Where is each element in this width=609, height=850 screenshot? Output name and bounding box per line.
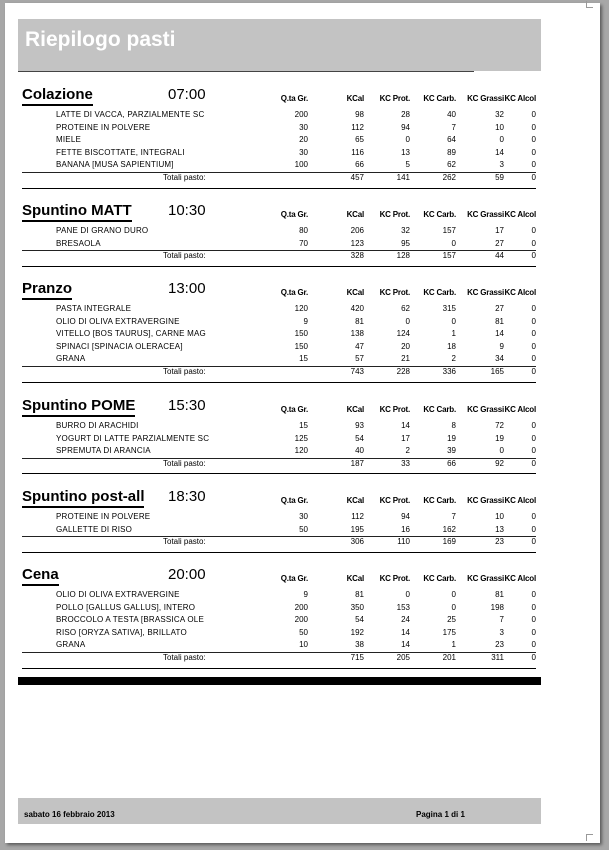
food-value: 0 — [531, 602, 536, 612]
totals-value: 141 — [396, 172, 410, 182]
totals-row — [18, 652, 541, 665]
food-value: 0 — [531, 329, 536, 339]
column-header: KC Prot. — [379, 210, 410, 219]
food-name: PASTA INTEGRALE — [56, 304, 132, 313]
column-header: Q.ta Gr. — [280, 288, 308, 297]
food-name: GRANA — [56, 354, 86, 364]
food-value: 0 — [531, 627, 536, 637]
food-value: 0 — [451, 238, 456, 248]
meal-items — [18, 589, 541, 665]
column-header: Q.ta Gr. — [280, 94, 308, 103]
column-header: KCal — [346, 574, 364, 583]
totals-value: 201 — [442, 652, 456, 662]
column-header: KC Grassi — [467, 210, 504, 219]
totals-value: 23 — [495, 537, 504, 547]
meal-time: 07:00 — [168, 86, 206, 103]
totals-row — [18, 458, 541, 471]
food-value: 9 — [499, 341, 504, 351]
totals-value: 59 — [495, 172, 504, 182]
food-row — [18, 602, 541, 615]
meal-items — [18, 511, 541, 549]
food-row — [18, 341, 541, 354]
food-row — [18, 328, 541, 341]
totals-value: 262 — [442, 172, 456, 182]
column-header: KC Carb. — [423, 405, 456, 414]
food-value: 7 — [499, 615, 504, 625]
food-value: 0 — [531, 615, 536, 625]
meal-end-rule — [22, 552, 536, 553]
food-value: 2 — [405, 446, 410, 456]
meal-header — [18, 396, 541, 416]
food-value: 120 — [294, 446, 308, 456]
food-value: 70 — [299, 238, 308, 248]
food-value: 19 — [447, 433, 456, 443]
food-name: YOGURT DI LATTE PARZIALMENTE SC — [56, 433, 210, 443]
food-value: 153 — [396, 602, 410, 612]
food-value: 157 — [442, 226, 456, 235]
food-value: 13 — [401, 147, 410, 157]
food-row — [18, 420, 541, 433]
meal-items — [18, 420, 541, 470]
column-header: Q.ta Gr. — [280, 210, 308, 219]
food-value: 0 — [451, 602, 456, 612]
food-value: 112 — [351, 512, 364, 521]
food-value: 15 — [299, 421, 308, 430]
food-value: 2 — [451, 354, 456, 364]
totals-label: Totali pasto: — [163, 366, 206, 376]
totals-value: 33 — [401, 458, 410, 468]
food-row — [18, 122, 541, 135]
food-value: 40 — [447, 110, 456, 119]
meal-time: 20:00 — [168, 566, 206, 583]
meal-section — [18, 487, 541, 549]
food-value: 5 — [405, 160, 410, 170]
column-header: KC Carb. — [423, 574, 456, 583]
food-name: BROCCOLO A TESTA [BRASSICA OLE — [56, 615, 204, 625]
meal-section — [18, 396, 541, 470]
column-header: KC Alcol — [504, 574, 536, 583]
food-name: LATTE DI VACCA, PARZIALMENTE SC — [56, 110, 205, 119]
food-value: 0 — [451, 590, 456, 599]
column-header: KC Prot. — [379, 94, 410, 103]
totals-value: 0 — [531, 172, 536, 182]
column-header: KC Carb. — [423, 94, 456, 103]
food-value: 14 — [401, 421, 410, 430]
food-value: 3 — [499, 160, 504, 170]
totals-row — [18, 536, 541, 549]
meal-end-rule — [22, 382, 536, 383]
food-value: 0 — [531, 640, 536, 650]
totals-value: 0 — [531, 458, 536, 468]
meal-end-rule — [22, 473, 536, 474]
totals-value: 165 — [490, 366, 504, 376]
food-value: 200 — [294, 110, 308, 119]
food-name: SPINACI [SPINACIA OLERACEA] — [56, 341, 183, 351]
meal-name: Pranzo — [22, 281, 72, 300]
footer-page-number: Pagina 1 di 1 — [416, 810, 465, 819]
food-value: 175 — [442, 627, 456, 637]
food-value: 14 — [401, 640, 410, 650]
totals-row — [18, 172, 541, 185]
food-value: 120 — [294, 304, 308, 313]
food-value: 8 — [451, 421, 456, 430]
totals-value: 157 — [442, 251, 456, 261]
food-value: 57 — [355, 354, 364, 364]
food-name: BANANA [MUSA SAPIENTIUM] — [56, 160, 174, 170]
food-name: BRESAOLA — [56, 238, 101, 248]
food-value: 0 — [531, 341, 536, 351]
totals-value: 0 — [531, 251, 536, 261]
food-value: 112 — [351, 122, 364, 132]
food-value: 10 — [495, 122, 504, 132]
food-value: 0 — [531, 590, 536, 599]
meal-section — [18, 85, 541, 185]
food-value: 30 — [299, 147, 308, 157]
food-value: 195 — [350, 524, 364, 534]
food-value: 28 — [401, 110, 410, 119]
food-value: 21 — [401, 354, 410, 364]
totals-value: 128 — [396, 251, 410, 261]
food-value: 0 — [531, 238, 536, 248]
food-row — [18, 445, 541, 458]
column-header: KC Carb. — [423, 496, 456, 505]
food-row — [18, 614, 541, 627]
totals-value: 306 — [350, 537, 364, 547]
food-value: 80 — [299, 226, 308, 235]
food-row — [18, 147, 541, 160]
food-value: 0 — [531, 421, 536, 430]
column-header: KC Grassi — [467, 288, 504, 297]
totals-value: 44 — [495, 251, 504, 261]
column-header: KC Alcol — [504, 210, 536, 219]
food-value: 315 — [442, 304, 456, 313]
food-name: SPREMUTA DI ARANCIA — [56, 446, 151, 456]
column-header: Q.ta Gr. — [280, 496, 308, 505]
meal-name: Spuntino MATT — [22, 203, 132, 222]
meal-header — [18, 85, 541, 105]
column-header: KC Alcol — [504, 496, 536, 505]
food-value: 0 — [405, 590, 410, 599]
food-value: 47 — [355, 341, 364, 351]
food-value: 125 — [294, 433, 308, 443]
food-value: 38 — [355, 640, 364, 650]
report-header — [18, 19, 541, 71]
food-name: RISO [ORYZA SATIVA], BRILLATO — [56, 627, 187, 637]
food-value: 124 — [396, 329, 410, 339]
food-value: 0 — [531, 433, 536, 443]
meal-section — [18, 201, 541, 263]
food-value: 23 — [495, 640, 504, 650]
food-value: 81 — [495, 590, 504, 599]
food-value: 65 — [355, 135, 364, 145]
food-value: 81 — [355, 590, 364, 599]
food-value: 54 — [355, 615, 364, 625]
food-name: PROTEINE IN POLVERE — [56, 122, 151, 132]
food-value: 198 — [490, 602, 504, 612]
totals-value: 311 — [491, 652, 504, 662]
food-value: 14 — [401, 627, 410, 637]
totals-value: 328 — [350, 251, 364, 261]
food-value: 0 — [531, 147, 536, 157]
column-header: KC Alcol — [504, 405, 536, 414]
meal-name: Colazione — [22, 87, 93, 106]
food-name: FETTE BISCOTTATE, INTEGRALI — [56, 147, 185, 157]
food-value: 10 — [495, 512, 504, 521]
column-header: KC Grassi — [467, 94, 504, 103]
food-value: 89 — [447, 147, 456, 157]
food-value: 17 — [495, 226, 504, 235]
totals-value: 228 — [396, 366, 410, 376]
column-header: KCal — [346, 94, 364, 103]
column-header: KC Prot. — [379, 288, 410, 297]
food-value: 66 — [355, 160, 364, 170]
totals-label: Totali pasto: — [163, 172, 206, 182]
food-value: 200 — [294, 602, 308, 612]
food-value: 206 — [350, 226, 364, 235]
food-value: 0 — [531, 226, 536, 235]
meal-time: 15:30 — [168, 397, 206, 414]
meal-header — [18, 201, 541, 221]
food-name: GRANA — [56, 640, 86, 650]
meal-time: 18:30 — [168, 488, 206, 505]
food-name: VITELLO [BOS TAURUS], CARNE MAG — [56, 329, 206, 339]
food-value: 123 — [350, 238, 364, 248]
food-name: PANE DI GRANO DURO — [56, 226, 149, 235]
meal-name: Spuntino post-all — [22, 489, 144, 508]
food-value: 64 — [447, 135, 456, 145]
page-corner-mark-bottom — [586, 834, 593, 841]
totals-value: 743 — [350, 366, 364, 376]
report-title: Riepilogo pasti — [25, 28, 176, 51]
food-value: 98 — [355, 110, 364, 119]
footer-date: sabato 16 febbraio 2013 — [24, 810, 115, 819]
meal-items — [18, 225, 541, 263]
food-name: MIELE — [56, 135, 82, 145]
food-value: 27 — [495, 304, 504, 313]
food-row — [18, 238, 541, 251]
food-value: 13 — [495, 524, 504, 534]
page-corner-mark-top — [586, 1, 593, 8]
food-value: 81 — [355, 316, 364, 326]
totals-value: 0 — [531, 537, 536, 547]
food-name: OLIO DI OLIVA EXTRAVERGINE — [56, 590, 180, 599]
food-value: 62 — [447, 160, 456, 170]
food-value: 0 — [531, 524, 536, 534]
food-value: 72 — [495, 421, 504, 430]
column-header: KCal — [346, 496, 364, 505]
food-value: 19 — [495, 433, 504, 443]
totals-label: Totali pasto: — [163, 458, 206, 468]
meal-header — [18, 279, 541, 299]
food-row — [18, 589, 541, 602]
food-value: 30 — [299, 122, 308, 132]
column-header: KC Grassi — [467, 574, 504, 583]
totals-value: 169 — [442, 537, 456, 547]
totals-value: 0 — [531, 366, 536, 376]
meal-section — [18, 565, 541, 665]
food-value: 1 — [451, 329, 456, 339]
food-value: 150 — [294, 341, 308, 351]
totals-value: 92 — [495, 458, 504, 468]
totals-value: 457 — [350, 172, 364, 182]
meal-items — [18, 303, 541, 379]
food-name: PROTEINE IN POLVERE — [56, 512, 151, 521]
food-value: 32 — [401, 226, 410, 235]
food-name: POLLO [GALLUS GALLUS], INTERO — [56, 602, 196, 612]
food-row — [18, 159, 541, 172]
food-value: 138 — [350, 329, 364, 339]
meal-name: Cena — [22, 567, 59, 586]
food-value: 0 — [531, 110, 536, 119]
food-row — [18, 511, 541, 524]
food-name: GALLETTE DI RISO — [56, 524, 133, 534]
food-value: 7 — [451, 122, 456, 132]
meal-end-rule — [22, 668, 536, 669]
food-row — [18, 639, 541, 652]
food-value: 20 — [299, 135, 308, 145]
food-value: 0 — [405, 135, 410, 145]
food-value: 50 — [299, 627, 308, 637]
column-header: KCal — [346, 288, 364, 297]
food-value: 116 — [351, 147, 364, 157]
food-value: 32 — [495, 110, 504, 119]
food-row — [18, 134, 541, 147]
summary-rule — [18, 677, 541, 685]
food-row — [18, 353, 541, 366]
food-value: 100 — [294, 160, 308, 170]
food-row — [18, 225, 541, 238]
food-value: 30 — [299, 512, 308, 521]
column-header: KCal — [346, 210, 364, 219]
food-row — [18, 627, 541, 640]
food-value: 34 — [495, 354, 504, 364]
page-footer — [18, 798, 541, 824]
totals-value: 205 — [396, 652, 410, 662]
food-value: 0 — [451, 316, 456, 326]
totals-row — [18, 366, 541, 379]
food-value: 200 — [294, 615, 308, 625]
column-header: KC Prot. — [379, 574, 410, 583]
food-value: 18 — [447, 341, 456, 351]
food-value: 54 — [355, 433, 364, 443]
column-header: KC Alcol — [504, 94, 536, 103]
food-value: 16 — [401, 524, 410, 534]
food-value: 0 — [499, 135, 504, 145]
food-value: 94 — [401, 512, 410, 521]
food-value: 1 — [451, 640, 456, 650]
column-header: Q.ta Gr. — [280, 574, 308, 583]
food-value: 17 — [401, 433, 410, 443]
food-value: 420 — [350, 304, 364, 313]
food-row — [18, 303, 541, 316]
totals-value: 336 — [442, 366, 456, 376]
meal-items — [18, 109, 541, 185]
meal-time: 10:30 — [168, 202, 206, 219]
food-value: 62 — [401, 304, 410, 313]
food-value: 95 — [401, 238, 410, 248]
food-value: 93 — [355, 421, 364, 430]
totals-row — [18, 250, 541, 263]
food-value: 0 — [531, 122, 536, 132]
totals-value: 187 — [350, 458, 364, 468]
column-header: KC Prot. — [379, 496, 410, 505]
food-value: 0 — [531, 512, 536, 521]
meal-section — [18, 279, 541, 379]
food-name: OLIO DI OLIVA EXTRAVERGINE — [56, 316, 180, 326]
food-value: 24 — [401, 615, 410, 625]
food-row — [18, 524, 541, 537]
totals-label: Totali pasto: — [163, 251, 206, 261]
totals-value: 0 — [531, 652, 536, 662]
food-value: 150 — [294, 329, 308, 339]
column-header: KCal — [346, 405, 364, 414]
totals-label: Totali pasto: — [163, 652, 206, 662]
food-value: 10 — [299, 640, 308, 650]
title-divider — [18, 71, 474, 72]
column-header: KC Grassi — [467, 496, 504, 505]
food-value: 3 — [499, 627, 504, 637]
food-value: 0 — [531, 316, 536, 326]
food-value: 0 — [531, 446, 536, 456]
food-value: 0 — [531, 304, 536, 313]
food-name: BURRO DI ARACHIDI — [56, 421, 139, 430]
meal-time: 13:00 — [168, 280, 206, 297]
food-value: 162 — [442, 524, 456, 534]
food-value: 0 — [405, 316, 410, 326]
totals-value: 66 — [447, 458, 456, 468]
food-value: 7 — [451, 512, 456, 521]
food-value: 39 — [447, 446, 456, 456]
food-value: 192 — [350, 627, 364, 637]
column-header: Q.ta Gr. — [280, 405, 308, 414]
column-header: KC Carb. — [423, 288, 456, 297]
food-value: 40 — [355, 446, 364, 456]
totals-value: 110 — [397, 537, 410, 547]
meal-header — [18, 565, 541, 585]
food-value: 14 — [495, 329, 504, 339]
food-value: 350 — [350, 602, 364, 612]
food-value: 81 — [495, 316, 504, 326]
food-row — [18, 109, 541, 122]
column-header: KC Prot. — [379, 405, 410, 414]
food-value: 50 — [299, 524, 308, 534]
meal-header — [18, 487, 541, 507]
food-value: 0 — [499, 446, 504, 456]
food-row — [18, 433, 541, 446]
meal-end-rule — [22, 188, 536, 189]
food-value: 94 — [401, 122, 410, 132]
food-row — [18, 316, 541, 329]
food-value: 0 — [531, 354, 536, 364]
totals-label: Totali pasto: — [163, 537, 206, 547]
food-value: 0 — [531, 135, 536, 145]
food-value: 9 — [303, 590, 308, 599]
food-value: 14 — [495, 147, 504, 157]
totals-value: 715 — [350, 652, 364, 662]
food-value: 20 — [401, 341, 410, 351]
food-value: 15 — [299, 354, 308, 364]
meal-end-rule — [22, 266, 536, 267]
food-value: 0 — [531, 160, 536, 170]
meal-name: Spuntino POME — [22, 398, 135, 417]
column-header: KC Carb. — [423, 210, 456, 219]
food-value: 27 — [495, 238, 504, 248]
column-header: KC Grassi — [467, 405, 504, 414]
food-value: 9 — [303, 316, 308, 326]
food-value: 25 — [447, 615, 456, 625]
column-header: KC Alcol — [504, 288, 536, 297]
